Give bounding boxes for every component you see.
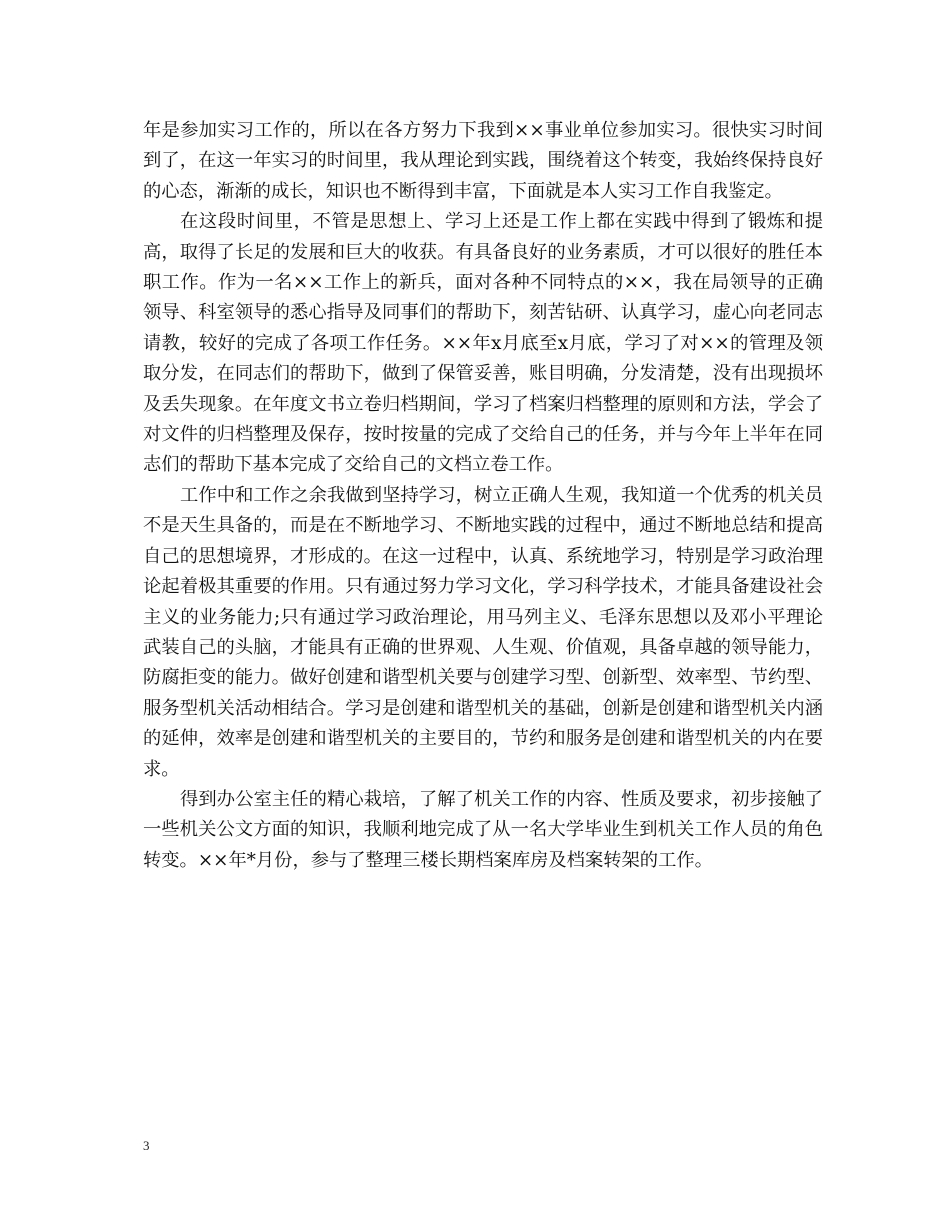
paragraph-study: 工作中和工作之余我做到坚持学习，树立正确人生观，我知道一个优秀的机关员不是天生具备的，而是在不断地学习、不断地实践的过程中，通过不断地总结和提高自己的思想境界，才形成的。在这一过程中，认真、系统地学习，特别是学习政治理论起着极其重要的作用。只有通过努力学习文化，学习科学技术，才能具备建设社会主义的业务能力;只有通过学习政治理论，用马列主义、毛泽东思想以及邓小平理论武装自己的头脑，才能具有正确的世界观、人生观、价值观，具备卓越的领导能力，防腐拒变的能力。做好创建和谐型机关要与创建学习型、创新型、效率型、节约型、服务型机关活动相结合。学习是创建和谐型机关的基础，创新是创建和谐型机关内涵的延伸，效率是创建和谐型机关的主要目的，节约和服务是创建和谐型机关的内在要求。 bbox=[143, 484, 823, 780]
paragraph-work-progress: 在这段时间里，不管是思想上、学习上还是工作上都在实践中得到了锻炼和提高，取得了长足的发展和巨大的收获。有具备良好的业务素质，才可以很好的胜任本职工作。作为一名××工作上的新兵，面对各种不同特点的××，我在局领导的正确领导、科室领导的悉心指导及同事们的帮助下，刻苦钻研、认真学习，虚心向老同志请教，较好的完成了各项工作任务。××年x月底至x月底，学习了对××的管理及领取分发，在同志们的帮助下，做到了保管妥善，账目明确，分发清楚，没有出现损坏及丢失现象。在年度文书立卷归档期间，学习了档案归档整理的原则和方法，学会了对文件的归档整理及保存，按时按量的完成了交给自己的任务，并与今年上半年在同志们的帮助下基本完成了交给自己的文档立卷工作。 bbox=[143, 211, 823, 476]
page-number: 3 bbox=[143, 1138, 150, 1153]
paragraph-office-work: 得到办公室主任的精心栽培，了解了机关工作的内容、性质及要求，初步接触了一些机关公文方面的知识，我顺利地完成了从一名大学毕业生到机关工作人员的角色转变。××年*月份，参与了整理三楼长期档案库房及档案转架的工作。 bbox=[143, 788, 823, 871]
document-body bbox=[143, 116, 823, 876]
paragraph-continuation: 年是参加实习工作的，所以在各方努力下我到××事业单位参加实习。很快实习时间到了，在这一年实习的时间里，我从理论到实践，围绕着这个转变，我始终保持良好的心态，渐渐的成长，知识也不断得到丰富，下面就是本人实习工作自我鉴定。 bbox=[143, 120, 823, 202]
